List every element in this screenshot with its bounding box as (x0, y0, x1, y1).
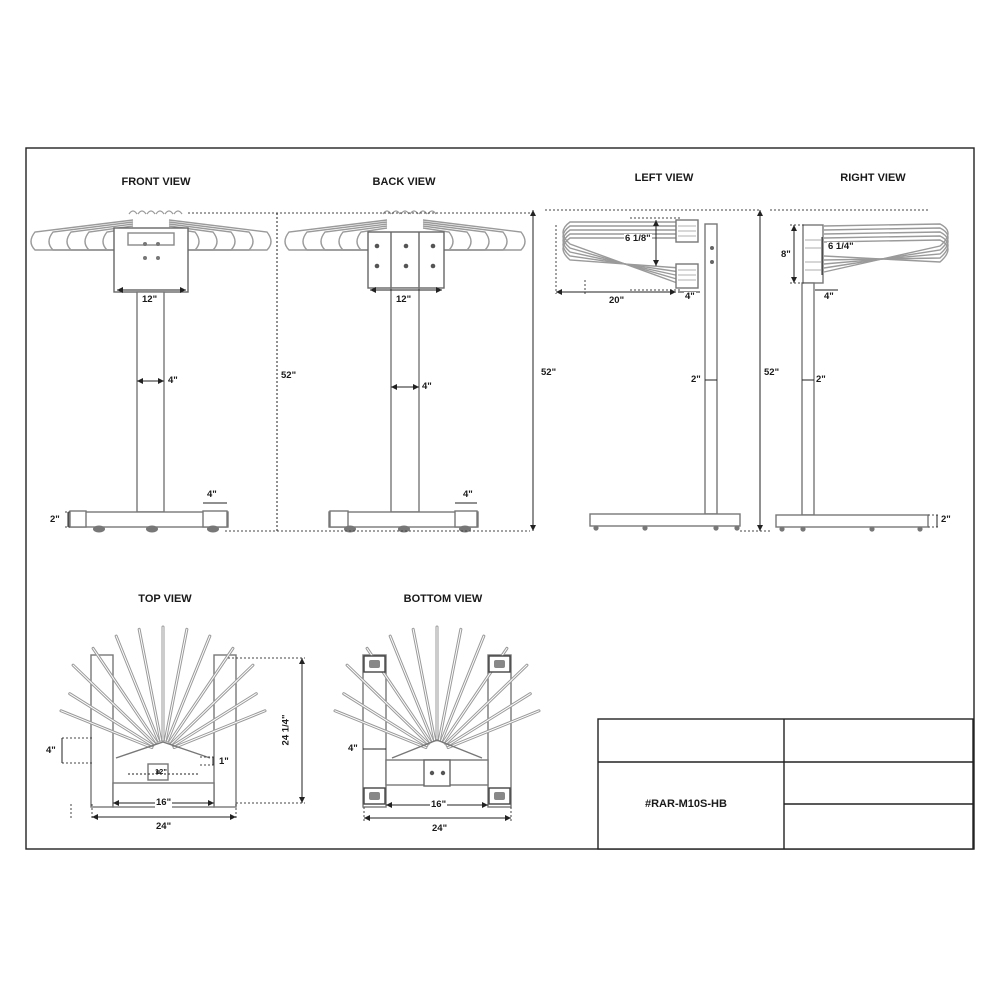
top-view-drawing (61, 627, 265, 807)
bottom-setback-dim: 4" (348, 743, 358, 754)
right-base-height-dim: 2" (941, 514, 951, 525)
left-hanger (563, 238, 680, 268)
top-view-title: TOP VIEW (138, 593, 192, 605)
right-view-drawing (776, 224, 948, 532)
front-hanger-hook (138, 211, 146, 214)
right-bracket-dim: 4" (824, 291, 834, 302)
back-view-title: BACK VIEW (372, 176, 436, 188)
right-view-title: RIGHT VIEW (840, 172, 906, 184)
top-depth-dim: 24 1/4" (280, 714, 292, 746)
front-view-title: FRONT VIEW (121, 176, 191, 188)
back-view-drawing (285, 211, 525, 533)
front-hanger-hook (147, 211, 155, 214)
front-height-dim: 52" (281, 370, 297, 381)
front-hanger-hook (165, 211, 173, 214)
left-view-title: LEFT VIEW (634, 172, 694, 184)
front-view-drawing (31, 211, 271, 533)
top-center-dim: 12" (155, 767, 167, 776)
bottom-outer-dim: 24" (432, 823, 448, 834)
top-outer-dim: 24" (156, 821, 172, 832)
front-hanger-hook (174, 211, 182, 214)
front-hanger-hook (156, 211, 164, 214)
front-base-height-dim: 2" (50, 514, 60, 525)
right-post-dim: 2" (816, 374, 826, 385)
front-foot-dim: 4" (207, 489, 217, 500)
top-inner-dim: 16" (156, 797, 172, 808)
back-foot-dim: 4" (463, 489, 473, 500)
title-block (598, 719, 973, 849)
bottom-inner-dim: 16" (431, 799, 447, 810)
left-height-dim: 52" (541, 367, 557, 378)
right-bracket-height-dim: 8" (781, 249, 791, 260)
bottom-view-drawing (335, 627, 539, 807)
left-view-drawing (563, 220, 740, 531)
top-plate-dim: 1" (219, 756, 229, 767)
left-hanger-height-dim: 6 1/8" (625, 233, 651, 244)
back-post-dim: 4" (422, 381, 432, 392)
left-arm-dim: 20" (609, 295, 625, 306)
front-hanger-hook (129, 211, 137, 214)
back-width-dim: 12" (396, 294, 412, 305)
front-post-dim: 4" (168, 375, 178, 386)
part-number: #RAR-M10S-HB (645, 798, 727, 810)
left-post-dim: 2" (691, 374, 701, 385)
front-width-dim: 12" (142, 294, 158, 305)
bottom-view-title: BOTTOM VIEW (403, 593, 483, 605)
top-setback-dim: 4" (46, 745, 56, 756)
right-hanger-height-dim: 6 1/4" (828, 241, 854, 252)
left-bracket-dim: 4" (685, 291, 695, 302)
right-height-dim: 52" (764, 367, 780, 378)
